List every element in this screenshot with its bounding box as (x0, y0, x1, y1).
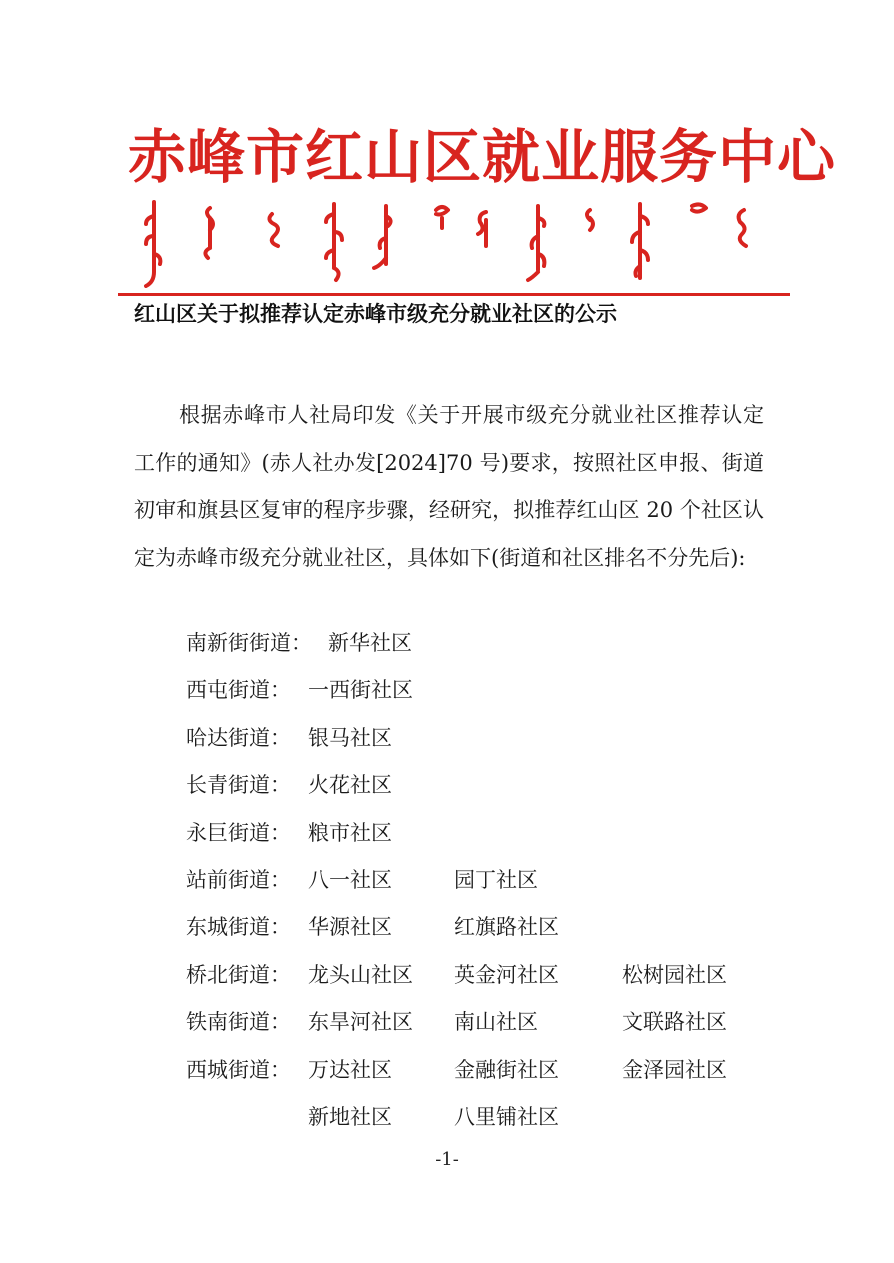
community-name: 松树园社区 (622, 962, 727, 987)
list-item (186, 1094, 786, 1141)
mongolian-script-image (140, 196, 780, 288)
community-name: 新地社区 (308, 1104, 392, 1129)
community-name: 英金河社区 (454, 962, 559, 987)
list-item (186, 715, 786, 762)
street-name: 站前街道： (186, 867, 291, 892)
community-name: 红旗路社区 (454, 915, 559, 940)
list-item (186, 762, 786, 809)
community-name: 银马社区 (308, 725, 392, 750)
community-name: 新华社区 (328, 631, 412, 655)
community-name: 园丁社区 (454, 867, 538, 892)
street-name: 桥北街道： (186, 962, 291, 987)
list-item (186, 667, 786, 714)
street-name: 永巨街道： (186, 820, 291, 845)
list-item (186, 904, 786, 951)
list-item (186, 1047, 786, 1094)
street-name: 东城街道： (186, 915, 291, 940)
letterhead-mongolian-script (140, 196, 780, 288)
list-item (186, 620, 786, 667)
community-name: 一西街社区 (308, 678, 413, 703)
street-name: 南新街街道： (186, 631, 312, 655)
list-item (186, 857, 786, 904)
community-name: 华源社区 (308, 915, 392, 940)
community-name: 粮市社区 (308, 820, 392, 845)
letterhead-org-name: 赤峰市红山区就业服务中心 (128, 123, 837, 191)
community-name: 八里铺社区 (454, 1104, 559, 1129)
community-name: 文联路社区 (622, 1010, 727, 1035)
street-name: 长青街道： (186, 773, 291, 798)
list-item (186, 999, 786, 1046)
community-name: 火花社区 (308, 773, 392, 798)
page-number: -1- (435, 1149, 459, 1170)
community-name: 东旱河社区 (308, 1010, 413, 1035)
community-name: 万达社区 (308, 1057, 392, 1082)
community-name: 金泽园社区 (622, 1057, 727, 1082)
community-name: 南山社区 (454, 1010, 538, 1035)
list-item (186, 810, 786, 857)
community-name: 八一社区 (308, 867, 392, 892)
intro-paragraph: 根据赤峰市人社局印发《关于开展市级充分就业社区推荐认定工作的通知》(赤人社办发[2024]70 号)要求，按照社区申报、街道初审和旗县区复审的程序步骤，经研究，拟推荐红山区 20 个社区认定为赤峰市级充分就业社区，具体如下(街道和社区排名不分先后): (134, 403, 764, 570)
street-name: 铁南街道： (186, 1010, 291, 1035)
letterhead-red-rule (118, 293, 790, 296)
street-name: 西屯街道： (186, 678, 291, 703)
community-name: 金融街社区 (454, 1057, 559, 1082)
list-item (186, 952, 786, 999)
document-title: 红山区关于拟推荐认定赤峰市级充分就业社区的公示 (134, 302, 617, 326)
document-body (134, 392, 764, 582)
street-name: 哈达街道： (186, 725, 291, 750)
community-list (186, 620, 786, 1141)
street-name: 西城街道： (186, 1057, 291, 1082)
community-name: 龙头山社区 (308, 962, 413, 987)
